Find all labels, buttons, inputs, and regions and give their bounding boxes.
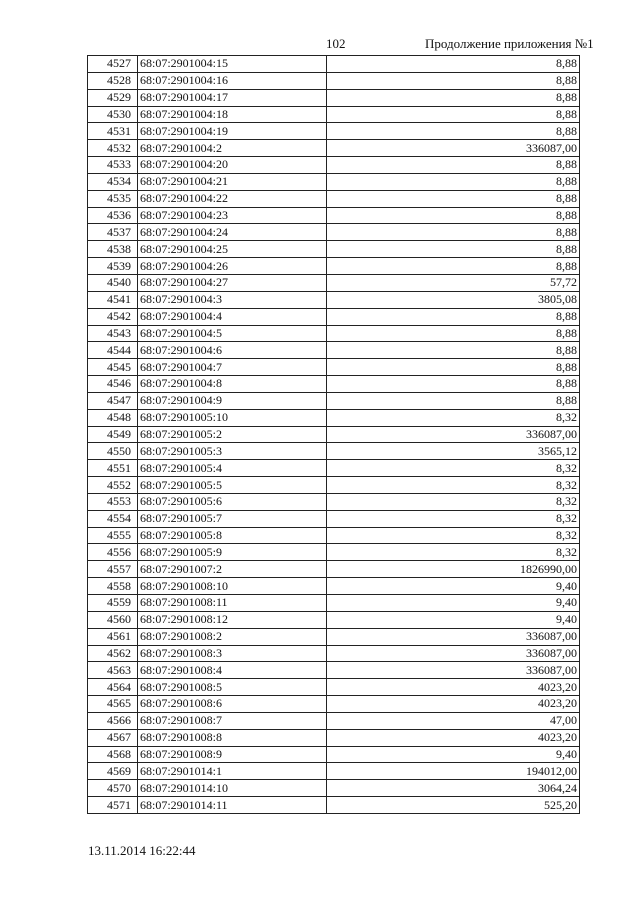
row-number: 4568	[88, 746, 138, 763]
row-number: 4555	[88, 527, 138, 544]
cadastral-number: 68:07:2901005:2	[138, 426, 327, 443]
row-value: 8,88	[327, 359, 580, 376]
table-row	[88, 376, 580, 393]
row-value: 8,32	[327, 477, 580, 494]
row-value: 8,88	[327, 106, 580, 123]
table-row	[88, 224, 580, 241]
row-number: 4566	[88, 712, 138, 729]
row-value: 8,88	[327, 376, 580, 393]
row-number: 4543	[88, 325, 138, 342]
cadastral-number: 68:07:2901008:9	[138, 746, 327, 763]
cadastral-number: 68:07:2901005:4	[138, 460, 327, 477]
row-value: 336087,00	[327, 426, 580, 443]
row-number: 4550	[88, 443, 138, 460]
cadastral-number: 68:07:2901008:4	[138, 662, 327, 679]
cadastral-number: 68:07:2901007:2	[138, 561, 327, 578]
cadastral-number: 68:07:2901004:7	[138, 359, 327, 376]
appendix-note: Продолжение приложения №1	[425, 36, 594, 51]
cadastral-number: 68:07:2901004:26	[138, 258, 327, 275]
row-value: 1826990,00	[327, 561, 580, 578]
row-number: 4545	[88, 359, 138, 376]
row-number: 4564	[88, 679, 138, 696]
table-row	[88, 157, 580, 174]
cadastral-number: 68:07:2901008:5	[138, 679, 327, 696]
row-value: 3805,08	[327, 291, 580, 308]
row-value: 8,88	[327, 258, 580, 275]
row-value: 9,40	[327, 611, 580, 628]
cadastral-number: 68:07:2901014:10	[138, 780, 327, 797]
cadastral-number: 68:07:2901004:20	[138, 157, 327, 174]
row-value: 3565,12	[327, 443, 580, 460]
table-row	[88, 140, 580, 157]
row-value: 3064,24	[327, 780, 580, 797]
row-value: 9,40	[327, 746, 580, 763]
table-row	[88, 426, 580, 443]
row-value: 8,32	[327, 460, 580, 477]
table-row	[88, 763, 580, 780]
row-number: 4528	[88, 72, 138, 89]
table-row	[88, 123, 580, 140]
row-value: 9,40	[327, 578, 580, 595]
row-number: 4557	[88, 561, 138, 578]
row-number: 4563	[88, 662, 138, 679]
row-number: 4531	[88, 123, 138, 140]
row-number: 4552	[88, 477, 138, 494]
row-value: 8,32	[327, 493, 580, 510]
cadastral-table	[87, 55, 580, 814]
cadastral-number: 68:07:2901008:6	[138, 696, 327, 713]
table-row	[88, 392, 580, 409]
table-row	[88, 190, 580, 207]
row-value: 8,88	[327, 72, 580, 89]
row-value: 336087,00	[327, 140, 580, 157]
row-value: 8,88	[327, 224, 580, 241]
table-row	[88, 72, 580, 89]
row-number: 4538	[88, 241, 138, 258]
row-value: 336087,00	[327, 628, 580, 645]
cadastral-number: 68:07:2901004:17	[138, 89, 327, 106]
cadastral-number: 68:07:2901008:12	[138, 611, 327, 628]
row-number: 4562	[88, 645, 138, 662]
cadastral-number: 68:07:2901014:11	[138, 797, 327, 814]
row-value: 9,40	[327, 595, 580, 612]
row-number: 4532	[88, 140, 138, 157]
cadastral-number: 68:07:2901005:7	[138, 510, 327, 527]
row-value: 8,88	[327, 342, 580, 359]
table-row	[88, 662, 580, 679]
cadastral-number: 68:07:2901004:18	[138, 106, 327, 123]
cadastral-number: 68:07:2901008:8	[138, 729, 327, 746]
print-timestamp: 13.11.2014 16:22:44	[88, 843, 196, 858]
table-row	[88, 291, 580, 308]
cadastral-number: 68:07:2901004:19	[138, 123, 327, 140]
cadastral-number: 68:07:2901005:10	[138, 409, 327, 426]
table-row	[88, 443, 580, 460]
cadastral-number: 68:07:2901004:16	[138, 72, 327, 89]
table-row	[88, 712, 580, 729]
row-value: 8,88	[327, 173, 580, 190]
table-row	[88, 696, 580, 713]
cadastral-number: 68:07:2901004:21	[138, 173, 327, 190]
table-row	[88, 106, 580, 123]
row-value: 57,72	[327, 274, 580, 291]
table-row	[88, 409, 580, 426]
cadastral-number: 68:07:2901004:4	[138, 308, 327, 325]
cadastral-number: 68:07:2901008:3	[138, 645, 327, 662]
row-number: 4556	[88, 544, 138, 561]
row-value: 8,88	[327, 392, 580, 409]
cadastral-number: 68:07:2901004:9	[138, 392, 327, 409]
row-number: 4537	[88, 224, 138, 241]
row-number: 4569	[88, 763, 138, 780]
row-number: 4570	[88, 780, 138, 797]
row-number: 4534	[88, 173, 138, 190]
table-row	[88, 493, 580, 510]
cadastral-number: 68:07:2901004:24	[138, 224, 327, 241]
cadastral-number: 68:07:2901004:2	[138, 140, 327, 157]
table-row	[88, 89, 580, 106]
row-number: 4571	[88, 797, 138, 814]
row-number: 4549	[88, 426, 138, 443]
table-row	[88, 359, 580, 376]
row-number: 4540	[88, 274, 138, 291]
table-row	[88, 241, 580, 258]
row-number: 4530	[88, 106, 138, 123]
row-number: 4547	[88, 392, 138, 409]
row-number: 4542	[88, 308, 138, 325]
table-row	[88, 460, 580, 477]
table-row	[88, 477, 580, 494]
cadastral-number: 68:07:2901005:3	[138, 443, 327, 460]
table-row	[88, 679, 580, 696]
row-number: 4560	[88, 611, 138, 628]
row-number: 4553	[88, 493, 138, 510]
table-row	[88, 729, 580, 746]
row-number: 4527	[88, 56, 138, 73]
table-row	[88, 510, 580, 527]
cadastral-number: 68:07:2901004:6	[138, 342, 327, 359]
cadastral-number: 68:07:2901005:8	[138, 527, 327, 544]
row-number: 4541	[88, 291, 138, 308]
row-value: 8,88	[327, 56, 580, 73]
table-row	[88, 173, 580, 190]
table-row	[88, 645, 580, 662]
table-row	[88, 746, 580, 763]
cadastral-number: 68:07:2901008:2	[138, 628, 327, 645]
table-row	[88, 342, 580, 359]
row-value: 8,88	[327, 207, 580, 224]
row-value: 8,88	[327, 157, 580, 174]
row-number: 4561	[88, 628, 138, 645]
table-body	[88, 56, 580, 814]
row-value: 8,88	[327, 241, 580, 258]
table-row	[88, 797, 580, 814]
row-value: 8,88	[327, 123, 580, 140]
row-number: 4536	[88, 207, 138, 224]
cadastral-number: 68:07:2901004:25	[138, 241, 327, 258]
row-number: 4529	[88, 89, 138, 106]
table-row	[88, 527, 580, 544]
cadastral-number: 68:07:2901004:5	[138, 325, 327, 342]
cadastral-number: 68:07:2901014:1	[138, 763, 327, 780]
row-value: 8,88	[327, 190, 580, 207]
row-value: 4023,20	[327, 679, 580, 696]
row-number: 4548	[88, 409, 138, 426]
cadastral-number: 68:07:2901004:23	[138, 207, 327, 224]
row-number: 4565	[88, 696, 138, 713]
table-row	[88, 544, 580, 561]
table-row	[88, 561, 580, 578]
cadastral-number: 68:07:2901004:15	[138, 56, 327, 73]
row-value: 336087,00	[327, 662, 580, 679]
table-row	[88, 56, 580, 73]
row-number: 4558	[88, 578, 138, 595]
row-number: 4567	[88, 729, 138, 746]
table-row	[88, 207, 580, 224]
row-value: 336087,00	[327, 645, 580, 662]
cadastral-number: 68:07:2901008:10	[138, 578, 327, 595]
row-value: 8,32	[327, 527, 580, 544]
row-number: 4554	[88, 510, 138, 527]
table-row	[88, 258, 580, 275]
row-value: 47,00	[327, 712, 580, 729]
row-value: 8,32	[327, 510, 580, 527]
cadastral-number: 68:07:2901004:8	[138, 376, 327, 393]
row-value: 525,20	[327, 797, 580, 814]
row-number: 4533	[88, 157, 138, 174]
row-number: 4546	[88, 376, 138, 393]
row-value: 8,32	[327, 409, 580, 426]
cadastral-number: 68:07:2901008:11	[138, 595, 327, 612]
table-row	[88, 308, 580, 325]
cadastral-number: 68:07:2901004:3	[138, 291, 327, 308]
row-value: 194012,00	[327, 763, 580, 780]
row-value: 8,88	[327, 89, 580, 106]
cadastral-number: 68:07:2901004:27	[138, 274, 327, 291]
cadastral-number: 68:07:2901008:7	[138, 712, 327, 729]
cadastral-number: 68:07:2901005:6	[138, 493, 327, 510]
table-row	[88, 780, 580, 797]
table-row	[88, 274, 580, 291]
table-row	[88, 325, 580, 342]
row-value: 8,32	[327, 544, 580, 561]
row-value: 8,88	[327, 308, 580, 325]
row-value: 4023,20	[327, 729, 580, 746]
row-number: 4539	[88, 258, 138, 275]
table-row	[88, 578, 580, 595]
row-number: 4535	[88, 190, 138, 207]
row-number: 4559	[88, 595, 138, 612]
table-row	[88, 595, 580, 612]
cadastral-number: 68:07:2901004:22	[138, 190, 327, 207]
cadastral-number: 68:07:2901005:5	[138, 477, 327, 494]
row-value: 8,88	[327, 325, 580, 342]
table-row	[88, 628, 580, 645]
table-row	[88, 611, 580, 628]
page-number: 102	[326, 36, 346, 51]
row-number: 4544	[88, 342, 138, 359]
cadastral-number: 68:07:2901005:9	[138, 544, 327, 561]
row-value: 4023,20	[327, 696, 580, 713]
row-number: 4551	[88, 460, 138, 477]
